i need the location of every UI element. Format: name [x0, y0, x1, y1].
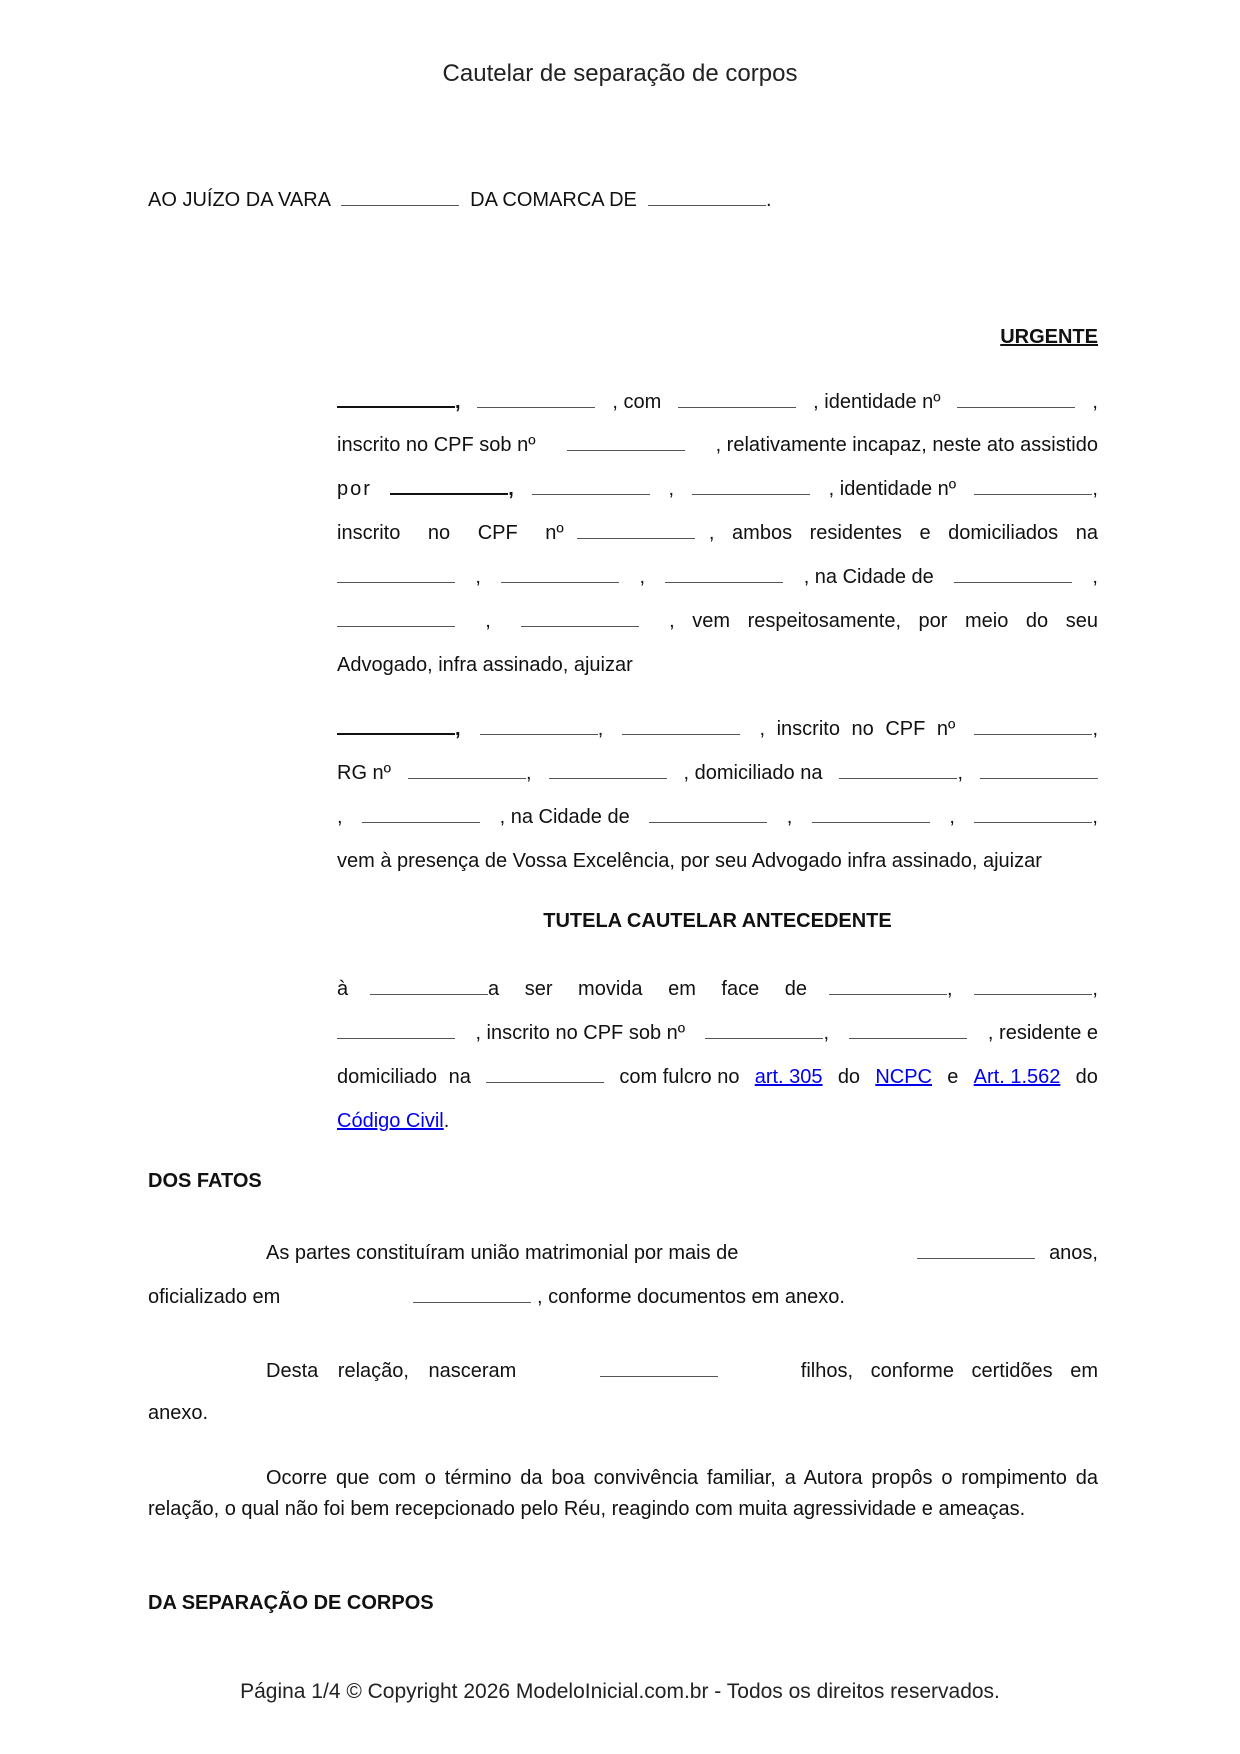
blank-field[interactable] [839, 760, 957, 779]
blank-field[interactable] [812, 804, 930, 823]
text: oficializado em [148, 1286, 281, 1308]
blank-field[interactable] [980, 760, 1098, 779]
blank-field[interactable] [413, 1284, 531, 1303]
link-art-1562[interactable]: Art. 1.562 [973, 1066, 1061, 1088]
blank-field[interactable] [974, 804, 1092, 823]
blank-field[interactable] [341, 187, 459, 206]
blank-field[interactable] [408, 760, 526, 779]
blank-field[interactable] [829, 976, 947, 995]
document-title: Cautelar de separação de corpos [442, 60, 798, 87]
separation-heading: DA SEPARAÇÃO DE CORPOS [148, 1592, 434, 1614]
blank-field[interactable] [600, 1358, 718, 1377]
blank-field[interactable] [337, 608, 455, 627]
blank-field[interactable] [649, 804, 767, 823]
blank-field-bold[interactable] [337, 715, 455, 735]
facts-p2-line1 [266, 1358, 1098, 1383]
blank-field-bold[interactable] [390, 475, 508, 495]
blank-field[interactable] [480, 716, 598, 735]
address-prefix: AO JUÍZO DA VARA [148, 189, 330, 211]
text: domiciliado na [337, 1066, 471, 1088]
blank-field[interactable] [954, 564, 1072, 583]
text: , com [612, 391, 662, 413]
text: filhos, conforme certidões em [800, 1360, 1098, 1382]
blank-field[interactable] [577, 520, 695, 539]
text: , ambos residentes e domiciliados na [708, 522, 1098, 544]
address-middle: DA COMARCA DE [470, 189, 637, 211]
blank-field[interactable] [370, 976, 488, 995]
action-line-2: , inscrito no CPF sob nº , , residente e [337, 1018, 1098, 1048]
blank-field[interactable] [917, 1240, 1035, 1259]
text: anos, [1049, 1242, 1098, 1264]
text: , identidade nº [813, 391, 941, 413]
link-codigo-civil[interactable]: Código Civil [337, 1110, 444, 1132]
party1-line-1: , , com , identidade nº , [337, 387, 1098, 417]
text: Advogado, infra assinado, ajuizar [337, 654, 633, 676]
blank-field[interactable] [521, 608, 639, 627]
urgent-label: URGENTE [1000, 326, 1098, 348]
blank-field[interactable] [648, 187, 766, 206]
text: RG nº [337, 762, 391, 784]
text: , conforme documentos em anexo. [536, 1286, 845, 1308]
text: . [443, 1110, 450, 1132]
blank-field[interactable] [974, 476, 1092, 495]
text: , vem respeitosamente, por meio do seu [669, 610, 1098, 632]
text: e [947, 1066, 959, 1088]
text: por [337, 478, 372, 500]
text: , relativamente incapaz, neste ato assistido [715, 434, 1098, 456]
text: com fulcro no [619, 1066, 740, 1088]
text: vem à presença de Vossa Excelência, por seu Advogado infra assinado, ajuizar [337, 850, 1042, 872]
link-art-305[interactable]: art. 305 [754, 1066, 823, 1088]
text: , residente e [987, 1022, 1098, 1044]
page-footer: Página 1/4 © Copyright 2026 ModeloInicial.com.br - Todos os direitos reservados. [240, 1680, 1000, 1703]
facts-p2-line2: anexo. [148, 1402, 209, 1424]
blank-field[interactable] [705, 1020, 823, 1039]
blank-field[interactable] [974, 716, 1092, 735]
text: inscrito no CPF sob nº [337, 434, 536, 456]
blank-field-bold[interactable] [337, 388, 455, 408]
facts-p3: Ocorre que com o término da boa convivência familiar, a Autora propôs o rompimento da relação, o qual não foi bem recepcionado pelo Réu, reagindo com muita agressividade e ameaças. [148, 1467, 1098, 1520]
text: , domiciliado na [683, 762, 823, 784]
text: a ser movida em face de [488, 978, 808, 1000]
party1-line-6: , , vem respeitosamente, por meio do seu [337, 606, 1098, 636]
address-end: . [765, 189, 772, 211]
text: , inscrito no CPF nº [759, 718, 956, 740]
blank-field[interactable] [477, 389, 595, 408]
party1-line-7 [337, 650, 1098, 680]
blank-field[interactable] [957, 389, 1075, 408]
court-address [148, 187, 772, 212]
party2-line-4 [337, 846, 1098, 876]
blank-field[interactable] [974, 976, 1092, 995]
blank-field[interactable] [362, 804, 480, 823]
text: Desta relação, nasceram [266, 1360, 517, 1382]
party1-line-4 [337, 518, 1098, 548]
blank-field[interactable] [532, 476, 650, 495]
blank-field[interactable] [501, 564, 619, 583]
blank-field[interactable] [486, 1064, 604, 1083]
action-title: TUTELA CAUTELAR ANTECEDENTE [543, 910, 892, 932]
link-ncpc[interactable]: NCPC [875, 1066, 932, 1088]
blank-field[interactable] [692, 476, 810, 495]
text: do [837, 1066, 861, 1088]
text: As partes constituíram união matrimonial por mais de [266, 1242, 739, 1264]
text: , na Cidade de [803, 566, 934, 588]
facts-p1-line1 [266, 1240, 1098, 1265]
blank-field[interactable] [665, 564, 783, 583]
action-line-3 [337, 1062, 1098, 1092]
blank-field[interactable] [678, 389, 796, 408]
party1-line-3: por , , , identidade nº , [337, 474, 1098, 504]
party2-line-1: , , , inscrito no CPF nº , [337, 714, 1098, 744]
blank-field[interactable] [549, 760, 667, 779]
text: , inscrito no CPF sob nº [475, 1022, 686, 1044]
facts-p1-line2 [148, 1284, 845, 1309]
blank-field[interactable] [622, 716, 740, 735]
party1-line-2 [337, 430, 1098, 460]
party1-line-5: , , , na Cidade de , [337, 562, 1098, 592]
action-line-4 [337, 1106, 1098, 1136]
party2-line-3: , , na Cidade de , , , [337, 802, 1098, 832]
blank-field[interactable] [337, 1020, 455, 1039]
blank-field[interactable] [337, 564, 455, 583]
facts-heading: DOS FATOS [148, 1170, 262, 1192]
party2-line-2: RG nº , , domiciliado na , [337, 758, 1098, 788]
blank-field[interactable] [567, 432, 685, 451]
text: , na Cidade de [499, 806, 630, 828]
text: inscrito no CPF nº [337, 522, 564, 544]
text: , identidade nº [828, 478, 957, 500]
text: à [337, 978, 349, 1000]
blank-field[interactable] [849, 1020, 967, 1039]
text: do [1075, 1066, 1098, 1088]
action-line-1: à a ser movida em face de , , [337, 974, 1098, 1004]
